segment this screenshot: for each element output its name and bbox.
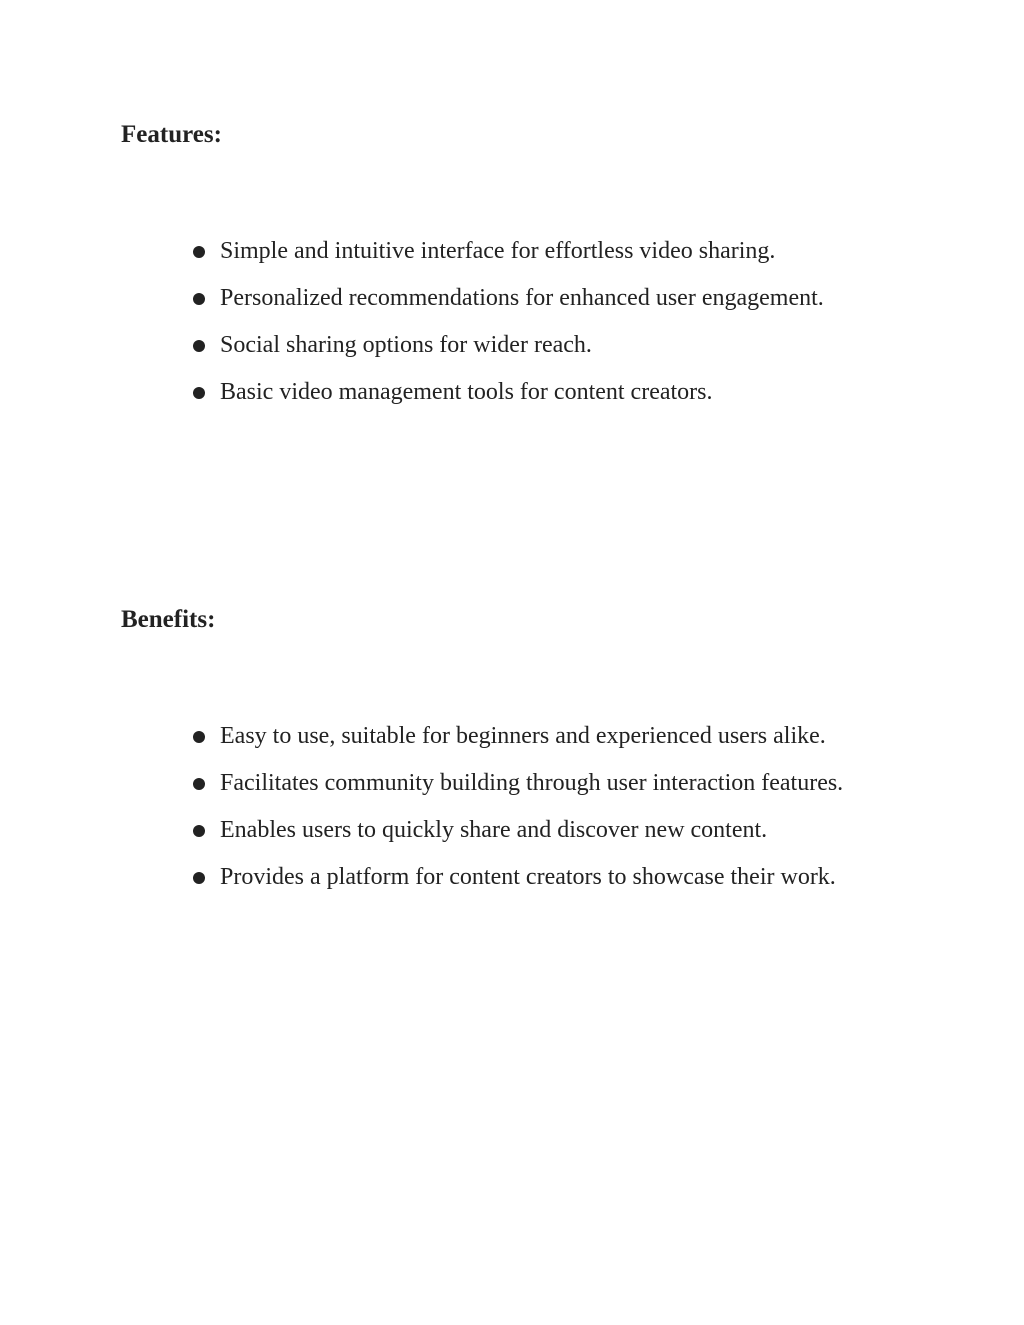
list-item-text: Personalized recommendations for enhanced user engagement. <box>220 285 824 311</box>
bullet-icon <box>193 731 205 743</box>
bullet-icon <box>193 293 205 305</box>
list-item-text: Social sharing options for wider reach. <box>220 332 592 358</box>
list-item <box>0 862 870 925</box>
bullet-icon <box>193 246 205 258</box>
list-item-text: Facilitates community building through user interaction features. <box>220 770 844 796</box>
bullet-icon <box>193 778 205 790</box>
list-item-text: Easy to use, suitable for beginners and experienced users alike. <box>220 723 826 749</box>
bullet-icon <box>193 387 205 399</box>
list-item <box>0 377 870 440</box>
list-item-text: Provides a platform for content creators to showcase their work. <box>220 864 836 890</box>
features-heading: Features: <box>121 121 222 148</box>
benefits-heading: Benefits: <box>121 606 216 633</box>
list-item-text: Enables users to quickly share and discover new content. <box>220 817 768 843</box>
bullet-icon <box>193 872 205 884</box>
bullet-icon <box>193 825 205 837</box>
list-item-text: Simple and intuitive interface for effortless video sharing. <box>220 238 776 264</box>
benefits-list <box>0 721 1024 925</box>
features-list <box>0 236 1024 440</box>
bullet-icon <box>193 340 205 352</box>
list-item-text: Basic video management tools for content creators. <box>220 379 713 405</box>
